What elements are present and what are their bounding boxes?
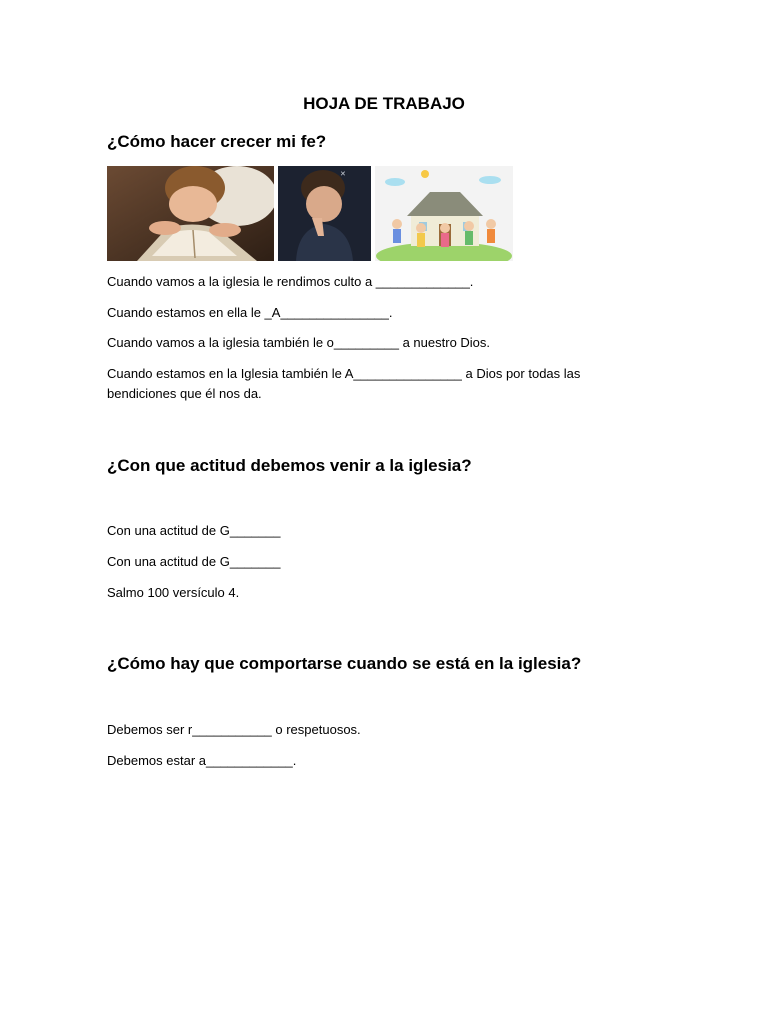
section-heading-attitude: ¿Con que actitud debemos venir a la iglesia?: [107, 456, 472, 475]
illustration-strip: [107, 166, 513, 261]
behavior-line-2: Debemos estar a____________.: [107, 753, 297, 768]
section-heading-faith: ¿Cómo hacer crecer mi fe?: [107, 132, 327, 151]
fill-line-2: Cuando estamos en ella le _A_______________.: [107, 305, 393, 320]
worksheet-title: HOJA DE TRABAJO: [303, 94, 465, 113]
fill-line-4: Cuando estamos en la Iglesia también le A_______________ a Dios por todas las bendiciones que él nos da.: [107, 366, 581, 401]
attitude-line-1: Con una actitud de G_______: [107, 523, 281, 538]
psalm-reference: Salmo 100 versículo 4.: [107, 585, 240, 600]
svg-text:✕: ✕: [340, 170, 346, 178]
attitude-line-2: Con una actitud de G_______: [107, 554, 281, 569]
section-heading-behavior: ¿Cómo hay que comportarse cuando se está en la iglesia?: [107, 654, 582, 673]
boy-reading-bible-image: [107, 166, 274, 261]
child-praying-image: [278, 166, 371, 261]
fill-line-3: Cuando vamos a la iglesia también le o_________ a nuestro Dios.: [107, 335, 491, 350]
fill-line-1: Cuando vamos a la iglesia le rendimos culto a _____________.: [107, 274, 474, 289]
children-church-cartoon-image: [375, 166, 513, 261]
behavior-line-1: Debemos ser r___________ o respetuosos.: [107, 722, 361, 737]
